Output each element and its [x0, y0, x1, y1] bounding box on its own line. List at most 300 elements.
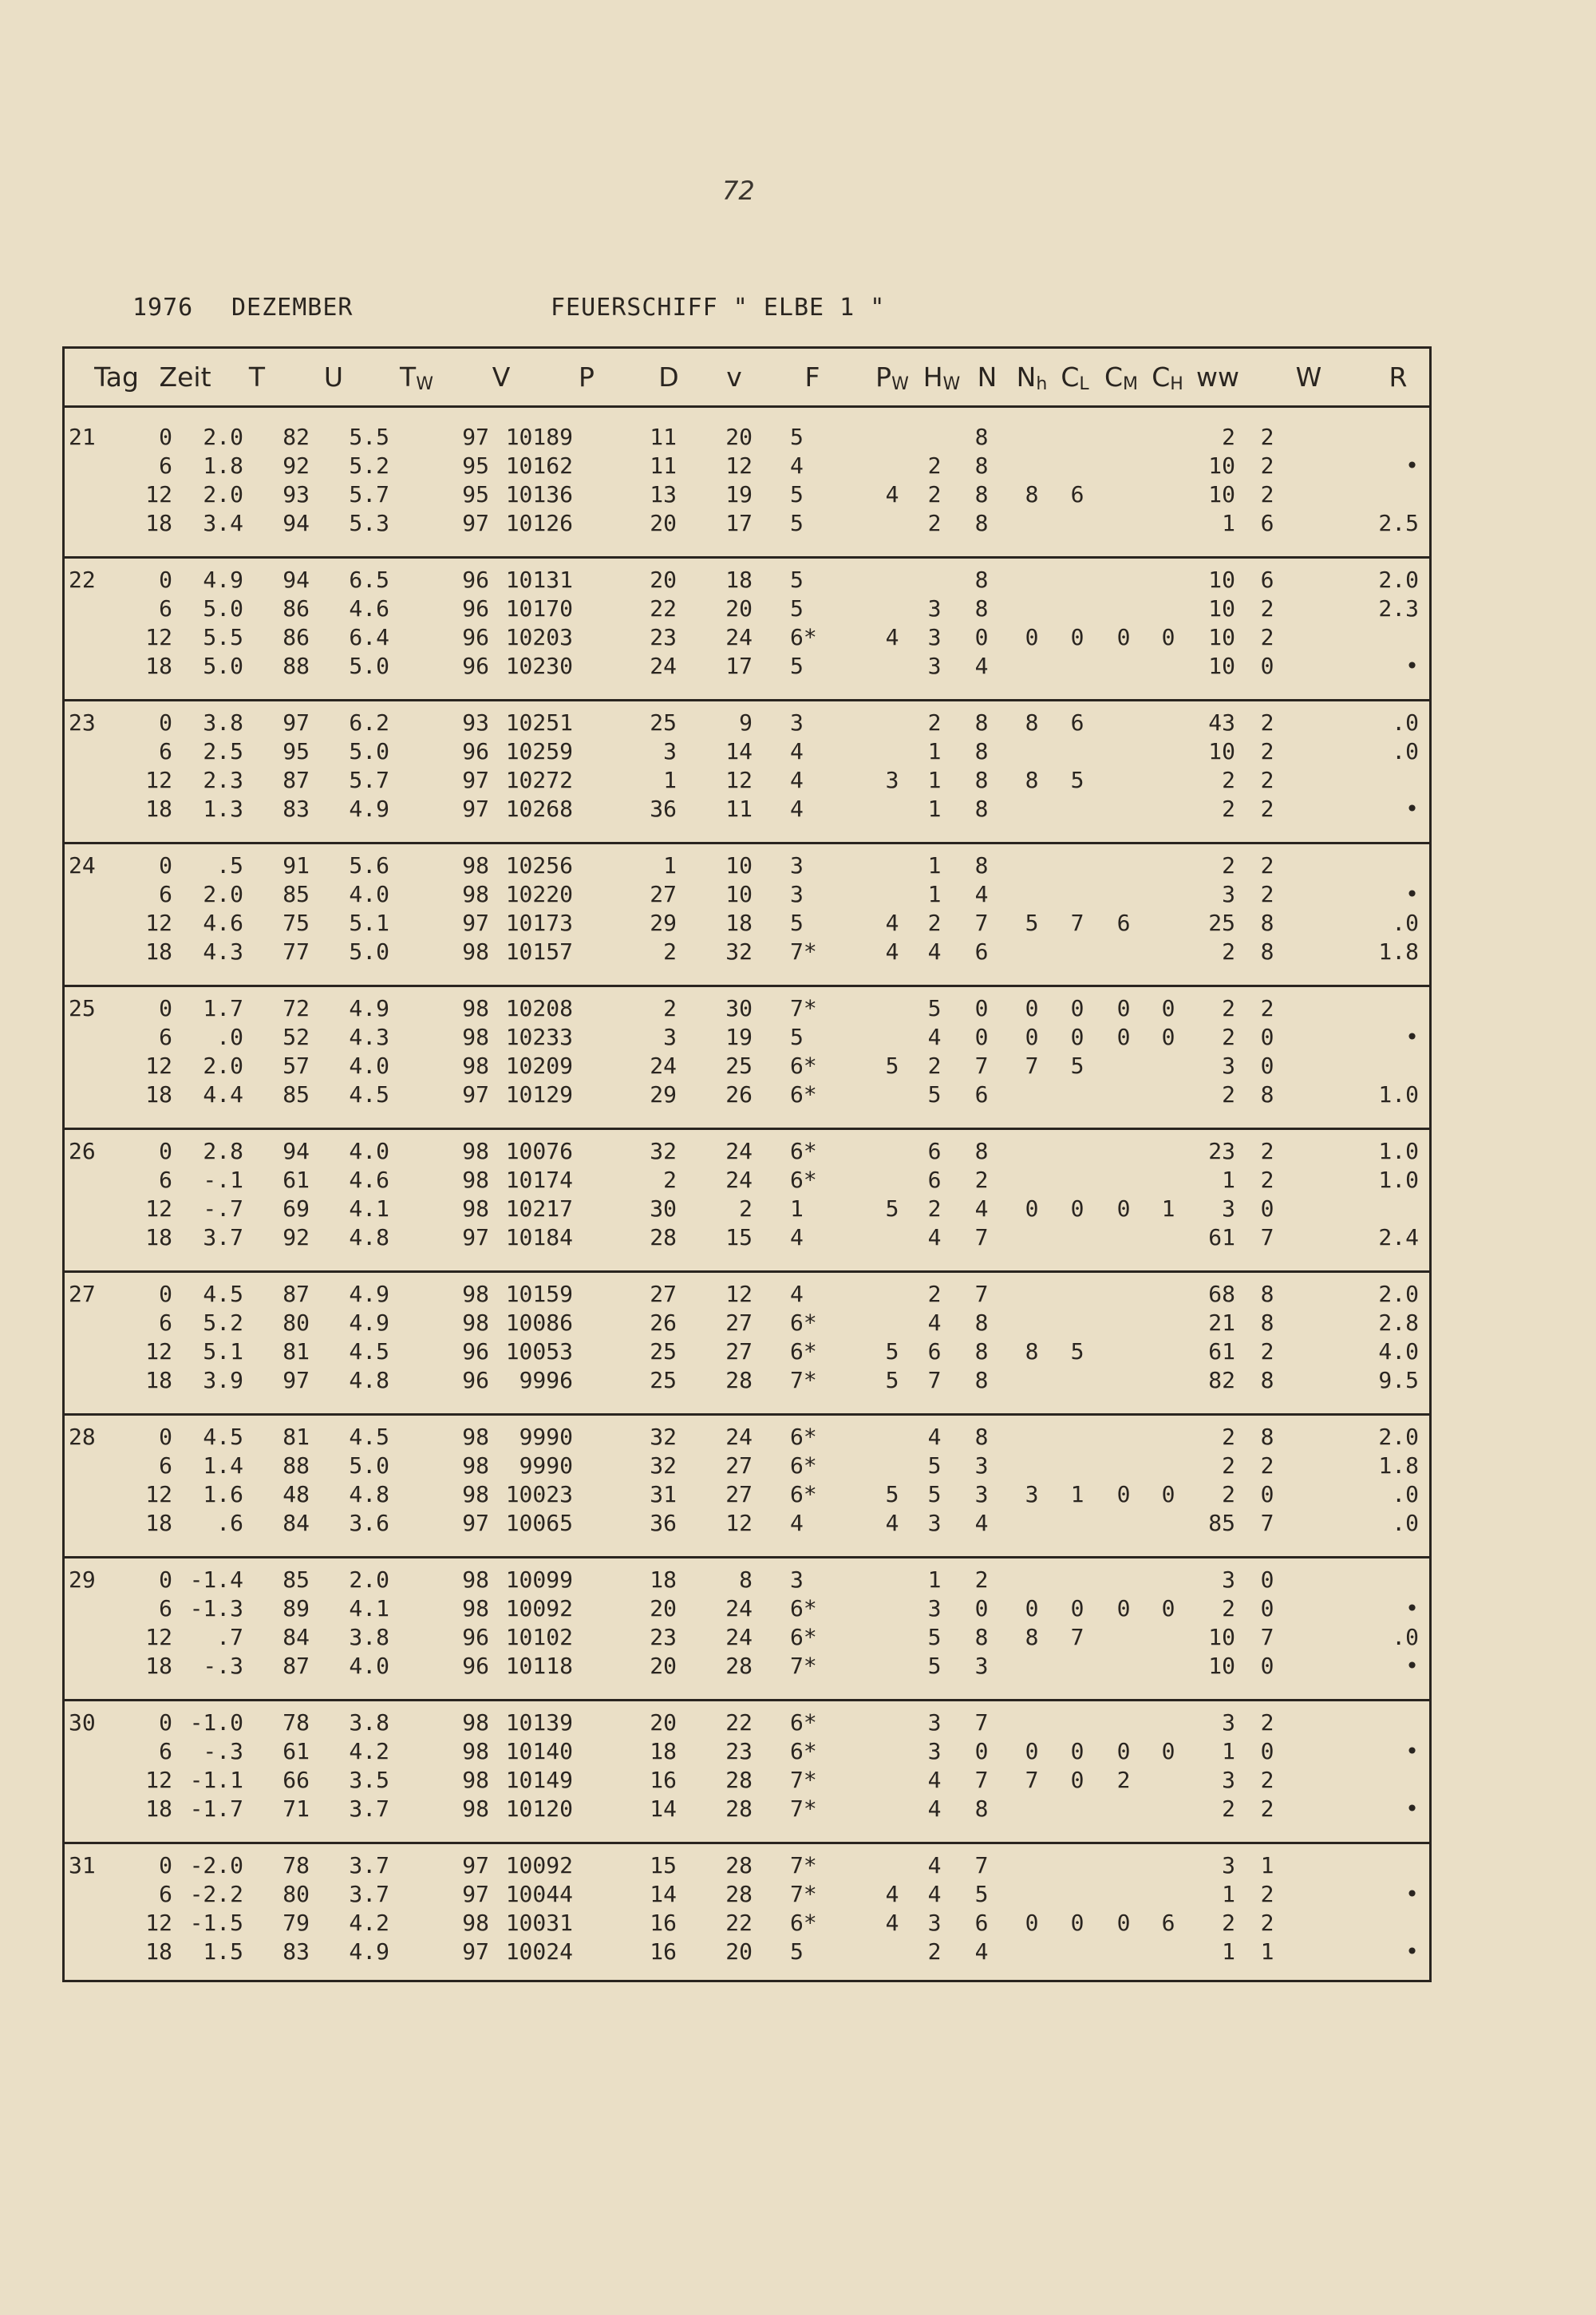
- cell-zeit: 12: [145, 910, 172, 936]
- cell-tag: 25: [69, 995, 96, 1021]
- cell-Tw: 6.5: [349, 567, 389, 593]
- header-divider: [62, 405, 1432, 408]
- cell-T: -1.5: [189, 1910, 243, 1936]
- cell-P: 9990: [519, 1452, 573, 1479]
- cell-CH: 6: [1161, 1910, 1175, 1936]
- cell-D: 15: [650, 1852, 677, 1878]
- cell-P: 10131: [505, 567, 573, 593]
- cell-V: 97: [462, 1510, 489, 1536]
- column-header-label: W: [1295, 361, 1322, 393]
- cell-Tw: 5.1: [349, 910, 389, 936]
- cell-Hw: 5: [927, 1481, 942, 1507]
- cell-ww: 1: [1222, 1881, 1235, 1907]
- cell-T: 4.4: [203, 1081, 243, 1108]
- cell-V: 98: [462, 1167, 489, 1193]
- table-row: [62, 1594, 1432, 1623]
- cell-v: 17: [725, 510, 753, 536]
- cell-F: 5: [790, 567, 804, 593]
- cell-F: 6*: [790, 1310, 817, 1336]
- cell-Pw: 5: [885, 1481, 899, 1507]
- cell-N: 2: [974, 1566, 989, 1593]
- cell-R: .0: [1392, 1510, 1419, 1536]
- cell-W: 0: [1260, 1053, 1274, 1079]
- table-row: [62, 1737, 1432, 1766]
- cell-zeit: 0: [159, 1138, 172, 1164]
- cell-T: 1.3: [203, 796, 243, 822]
- cell-v: 20: [725, 1938, 753, 1965]
- cell-zeit: 12: [145, 1338, 172, 1365]
- column-header-U: [302, 358, 365, 397]
- cell-Hw: 1: [927, 767, 942, 793]
- cell-F: 6*: [790, 1624, 817, 1650]
- cell-V: 98: [462, 1452, 489, 1479]
- cell-Tw: 4.9: [349, 1938, 389, 1965]
- cell-V: 96: [462, 1367, 489, 1393]
- cell-F: 4: [790, 1281, 804, 1307]
- cell-W: 2: [1260, 1796, 1274, 1822]
- cell-v: 22: [725, 1709, 753, 1736]
- cell-CL: 0: [1070, 995, 1084, 1021]
- cell-U: 89: [282, 1595, 310, 1622]
- cell-N: 8: [974, 567, 989, 593]
- cell-W: 0: [1260, 1653, 1274, 1679]
- cell-U: 80: [282, 1881, 310, 1907]
- cell-Tw: 4.6: [349, 1167, 389, 1193]
- cell-P: 10118: [505, 1653, 573, 1679]
- cell-V: 96: [462, 738, 489, 764]
- cell-Tw: 5.6: [349, 852, 389, 879]
- cell-Hw: 2: [927, 1195, 942, 1222]
- column-header-label: Zeit: [159, 361, 211, 393]
- cell-U: 85: [282, 1081, 310, 1108]
- cell-D: 18: [650, 1738, 677, 1764]
- cell-v: 26: [725, 1081, 753, 1108]
- cell-D: 27: [650, 881, 677, 907]
- table-row: [62, 1880, 1432, 1909]
- table-row: [62, 1851, 1432, 1880]
- cell-Tw: 4.6: [349, 595, 389, 622]
- cell-Tw: 4.0: [349, 1138, 389, 1164]
- cell-N: 8: [974, 852, 989, 879]
- cell-D: 20: [650, 510, 677, 536]
- column-header-zeit: [153, 358, 217, 397]
- cell-Pw: 4: [885, 910, 899, 936]
- day-separator: [62, 1556, 1432, 1558]
- header-month: DEZEMBER: [231, 294, 354, 322]
- cell-tag: 22: [69, 567, 96, 593]
- cell-v: 24: [725, 624, 753, 650]
- cell-N: 8: [974, 1624, 989, 1650]
- cell-Hw: 5: [927, 1653, 942, 1679]
- cell-V: 97: [462, 767, 489, 793]
- cell-zeit: 0: [159, 852, 172, 879]
- table-row: [62, 1195, 1432, 1223]
- cell-V: 98: [462, 1138, 489, 1164]
- cell-V: 98: [462, 1796, 489, 1822]
- cell-N: 4: [974, 881, 989, 907]
- cell-W: 2: [1260, 1910, 1274, 1936]
- cell-W: 2: [1260, 1767, 1274, 1793]
- cell-Pw: 4: [885, 1910, 899, 1936]
- cell-Tw: 5.7: [349, 481, 389, 508]
- cell-D: 22: [650, 595, 677, 622]
- cell-D: 31: [650, 1481, 677, 1507]
- cell-D: 20: [650, 1709, 677, 1736]
- cell-F: 6*: [790, 1138, 817, 1164]
- cell-U: 86: [282, 595, 310, 622]
- cell-R: 9.5: [1378, 1367, 1419, 1393]
- cell-v: 27: [725, 1481, 753, 1507]
- cell-V: 97: [462, 1938, 489, 1965]
- cell-D: 1: [663, 852, 677, 879]
- column-header-label: R: [1389, 361, 1408, 393]
- table-row: [62, 1652, 1432, 1681]
- cell-W: 1: [1260, 1938, 1274, 1965]
- cell-V: 98: [462, 881, 489, 907]
- cell-N: 4: [974, 1195, 989, 1222]
- column-header-label: ww: [1196, 361, 1239, 393]
- cell-CM: 0: [1116, 1738, 1131, 1764]
- cell-zeit: 18: [145, 1510, 172, 1536]
- cell-Hw: 1: [927, 852, 942, 879]
- day-separator: [62, 1842, 1432, 1844]
- cell-R: 4.0: [1378, 1338, 1419, 1365]
- cell-v: 20: [725, 595, 753, 622]
- cell-CH: 0: [1161, 1595, 1175, 1622]
- cell-D: 20: [650, 1653, 677, 1679]
- cell-P: 10251: [505, 709, 573, 736]
- cell-Nh: 0: [1025, 624, 1039, 650]
- cell-W: 2: [1260, 995, 1274, 1021]
- cell-Hw: 2: [927, 510, 942, 536]
- column-header-v: [702, 358, 766, 397]
- cell-D: 32: [650, 1452, 677, 1479]
- cell-N: 6: [974, 1081, 989, 1108]
- cell-tag: 26: [69, 1138, 96, 1164]
- cell-N: 4: [974, 653, 989, 679]
- cell-D: 24: [650, 1053, 677, 1079]
- cell-V: 95: [462, 481, 489, 508]
- cell-ww: 82: [1208, 1367, 1235, 1393]
- cell-P: 9996: [519, 1367, 573, 1393]
- cell-W: 8: [1260, 1367, 1274, 1393]
- cell-v: 24: [725, 1138, 753, 1164]
- cell-P: 10268: [505, 796, 573, 822]
- cell-ww: 3: [1222, 1195, 1235, 1222]
- cell-zeit: 6: [159, 881, 172, 907]
- cell-U: 78: [282, 1709, 310, 1736]
- cell-V: 98: [462, 1910, 489, 1936]
- cell-v: 32: [725, 938, 753, 965]
- cell-N: 7: [974, 1852, 989, 1878]
- cell-CH: 0: [1161, 1024, 1175, 1050]
- cell-R: •: [1405, 881, 1419, 907]
- cell-T: 5.1: [203, 1338, 243, 1365]
- cell-U: 95: [282, 738, 310, 764]
- cell-R: 1.0: [1378, 1167, 1419, 1193]
- cell-D: 13: [650, 481, 677, 508]
- cell-T: -.1: [203, 1167, 243, 1193]
- table-row: [62, 1423, 1432, 1452]
- cell-U: 97: [282, 1367, 310, 1393]
- cell-v: 12: [725, 452, 753, 479]
- table-row: [62, 851, 1432, 880]
- cell-Hw: 4: [927, 1767, 942, 1793]
- cell-Tw: 2.0: [349, 1566, 389, 1593]
- cell-V: 96: [462, 595, 489, 622]
- cell-R: •: [1405, 653, 1419, 679]
- cell-N: 8: [974, 1796, 989, 1822]
- cell-W: 2: [1260, 481, 1274, 508]
- cell-D: 25: [650, 1338, 677, 1365]
- cell-Nh: 8: [1025, 481, 1039, 508]
- column-header-subscript: W: [416, 374, 433, 394]
- table-row: [62, 1309, 1432, 1337]
- header-year: 1976: [132, 294, 194, 322]
- cell-Hw: 7: [927, 1367, 942, 1393]
- cell-P: 9990: [519, 1424, 573, 1450]
- cell-Hw: 3: [927, 624, 942, 650]
- cell-zeit: 0: [159, 1566, 172, 1593]
- cell-F: 6*: [790, 1338, 817, 1365]
- cell-ww: 1: [1222, 510, 1235, 536]
- cell-CM: 0: [1116, 624, 1131, 650]
- cell-V: 97: [462, 910, 489, 936]
- cell-tag: 29: [69, 1566, 96, 1593]
- cell-Hw: 4: [927, 938, 942, 965]
- cell-ww: 61: [1208, 1224, 1235, 1250]
- cell-ww: 10: [1208, 481, 1235, 508]
- column-header-label: D: [658, 361, 679, 393]
- cell-T: -2.0: [189, 1852, 243, 1878]
- cell-V: 98: [462, 1709, 489, 1736]
- cell-zeit: 18: [145, 653, 172, 679]
- table-row: [62, 509, 1432, 538]
- cell-N: 8: [974, 738, 989, 764]
- cell-T: 4.5: [203, 1424, 243, 1450]
- table-row: [62, 1709, 1432, 1737]
- cell-P: 10092: [505, 1595, 573, 1622]
- cell-F: 4: [790, 1224, 804, 1250]
- column-header-label: T: [400, 361, 417, 393]
- cell-ww: 2: [1222, 995, 1235, 1021]
- cell-D: 16: [650, 1767, 677, 1793]
- cell-zeit: 0: [159, 709, 172, 736]
- cell-F: 6*: [790, 1424, 817, 1450]
- cell-ww: 10: [1208, 738, 1235, 764]
- cell-N: 7: [974, 1053, 989, 1079]
- cell-Nh: 0: [1025, 1195, 1039, 1222]
- cell-Tw: 6.2: [349, 709, 389, 736]
- cell-N: 0: [974, 1024, 989, 1050]
- cell-V: 98: [462, 1281, 489, 1307]
- cell-U: 83: [282, 796, 310, 822]
- cell-zeit: 18: [145, 1367, 172, 1393]
- cell-D: 11: [650, 452, 677, 479]
- cell-F: 6*: [790, 1709, 817, 1736]
- table-row: [62, 423, 1432, 452]
- table-row: [62, 1452, 1432, 1480]
- cell-F: 6*: [790, 1081, 817, 1108]
- cell-R: .0: [1392, 709, 1419, 736]
- cell-Pw: 4: [885, 624, 899, 650]
- cell-Pw: 5: [885, 1338, 899, 1365]
- cell-R: 2.4: [1378, 1224, 1419, 1250]
- cell-U: 84: [282, 1510, 310, 1536]
- cell-V: 96: [462, 1624, 489, 1650]
- cell-W: 2: [1260, 796, 1274, 822]
- cell-zeit: 18: [145, 510, 172, 536]
- cell-v: 28: [725, 1796, 753, 1822]
- column-header-label: C: [1104, 361, 1124, 393]
- day-separator: [62, 1699, 1432, 1701]
- cell-P: 10209: [505, 1053, 573, 1079]
- cell-Tw: 3.7: [349, 1852, 389, 1878]
- cell-Hw: 3: [927, 1510, 942, 1536]
- cell-v: 27: [725, 1452, 753, 1479]
- cell-P: 10159: [505, 1281, 573, 1307]
- cell-D: 25: [650, 1367, 677, 1393]
- cell-Nh: 7: [1025, 1053, 1039, 1079]
- cell-V: 96: [462, 624, 489, 650]
- table-row: [62, 595, 1432, 623]
- cell-Hw: 3: [927, 1709, 942, 1736]
- cell-N: 8: [974, 1424, 989, 1450]
- cell-W: 2: [1260, 738, 1274, 764]
- cell-P: 10170: [505, 595, 573, 622]
- cell-v: 28: [725, 1852, 753, 1878]
- cell-V: 97: [462, 1081, 489, 1108]
- cell-U: 92: [282, 452, 310, 479]
- cell-zeit: 12: [145, 1624, 172, 1650]
- column-header-subscript: M: [1123, 374, 1139, 394]
- cell-zeit: 12: [145, 1767, 172, 1793]
- cell-F: 7*: [790, 1767, 817, 1793]
- cell-U: 61: [282, 1167, 310, 1193]
- cell-Tw: 3.5: [349, 1767, 389, 1793]
- cell-v: 8: [739, 1566, 753, 1593]
- cell-D: 2: [663, 1167, 677, 1193]
- cell-Hw: 2: [927, 709, 942, 736]
- cell-F: 4: [790, 452, 804, 479]
- cell-v: 30: [725, 995, 753, 1021]
- cell-zeit: 6: [159, 452, 172, 479]
- table-row: [62, 652, 1432, 681]
- cell-T: -1.7: [189, 1796, 243, 1822]
- cell-CL: 0: [1070, 1767, 1084, 1793]
- table-row: [62, 1080, 1432, 1109]
- cell-F: 5: [790, 424, 804, 450]
- cell-D: 11: [650, 424, 677, 450]
- cell-T: 5.2: [203, 1310, 243, 1336]
- cell-P: 10129: [505, 1081, 573, 1108]
- table-row: [62, 1938, 1432, 1966]
- cell-U: 86: [282, 624, 310, 650]
- day-separator: [62, 1413, 1432, 1416]
- cell-Tw: 4.3: [349, 1024, 389, 1050]
- cell-Nh: 7: [1025, 1767, 1039, 1793]
- cell-W: 2: [1260, 1709, 1274, 1736]
- cell-ww: 1: [1222, 1738, 1235, 1764]
- cell-N: 8: [974, 1310, 989, 1336]
- cell-T: 5.5: [203, 624, 243, 650]
- cell-P: 10174: [505, 1167, 573, 1193]
- cell-T: 2.0: [203, 881, 243, 907]
- cell-D: 16: [650, 1938, 677, 1965]
- cell-W: 2: [1260, 1167, 1274, 1193]
- cell-D: 36: [650, 796, 677, 822]
- column-header-tag: [85, 358, 148, 397]
- cell-F: 7*: [790, 995, 817, 1021]
- cell-F: 6*: [790, 624, 817, 650]
- cell-zeit: 6: [159, 738, 172, 764]
- cell-Tw: 4.0: [349, 1053, 389, 1079]
- cell-zeit: 18: [145, 938, 172, 965]
- cell-D: 27: [650, 1281, 677, 1307]
- cell-P: 10184: [505, 1224, 573, 1250]
- cell-T: 5.0: [203, 595, 243, 622]
- cell-ww: 10: [1208, 452, 1235, 479]
- cell-ww: 2: [1222, 1081, 1235, 1108]
- cell-zeit: 18: [145, 1081, 172, 1108]
- cell-N: 8: [974, 595, 989, 622]
- cell-Hw: 5: [927, 995, 942, 1021]
- cell-W: 2: [1260, 1452, 1274, 1479]
- cell-R: •: [1405, 1796, 1419, 1822]
- cell-W: 6: [1260, 510, 1274, 536]
- cell-Pw: 5: [885, 1195, 899, 1222]
- table-row: [62, 1566, 1432, 1594]
- cell-P: 10162: [505, 452, 573, 479]
- table-row: [62, 1795, 1432, 1823]
- cell-U: 52: [282, 1024, 310, 1050]
- cell-CH: 0: [1161, 995, 1175, 1021]
- cell-V: 98: [462, 1738, 489, 1764]
- column-header-D: [637, 358, 701, 397]
- cell-D: 29: [650, 1081, 677, 1108]
- cell-tag: 30: [69, 1709, 96, 1736]
- cell-Tw: 4.9: [349, 1310, 389, 1336]
- cell-zeit: 6: [159, 1024, 172, 1050]
- cell-T: -2.2: [189, 1881, 243, 1907]
- cell-F: 6*: [790, 1910, 817, 1936]
- cell-W: 2: [1260, 881, 1274, 907]
- cell-V: 97: [462, 1852, 489, 1878]
- cell-zeit: 6: [159, 1310, 172, 1336]
- cell-R: .0: [1392, 1624, 1419, 1650]
- cell-N: 4: [974, 1938, 989, 1965]
- cell-Tw: 5.0: [349, 738, 389, 764]
- cell-Tw: 4.0: [349, 881, 389, 907]
- column-header-subscript: L: [1079, 374, 1089, 394]
- column-header-label: N: [1016, 361, 1037, 393]
- cell-D: 28: [650, 1224, 677, 1250]
- cell-zeit: 0: [159, 1424, 172, 1450]
- cell-Hw: 1: [927, 1566, 942, 1593]
- cell-D: 2: [663, 938, 677, 965]
- cell-P: 10217: [505, 1195, 573, 1222]
- cell-ww: 2: [1222, 1452, 1235, 1479]
- cell-Tw: 4.8: [349, 1224, 389, 1250]
- cell-R: •: [1405, 1024, 1419, 1050]
- cell-P: 10076: [505, 1138, 573, 1164]
- cell-v: 11: [725, 796, 753, 822]
- cell-N: 8: [974, 767, 989, 793]
- cell-W: 2: [1260, 1338, 1274, 1365]
- cell-N: 7: [974, 910, 989, 936]
- cell-v: 23: [725, 1738, 753, 1764]
- cell-T: 4.6: [203, 910, 243, 936]
